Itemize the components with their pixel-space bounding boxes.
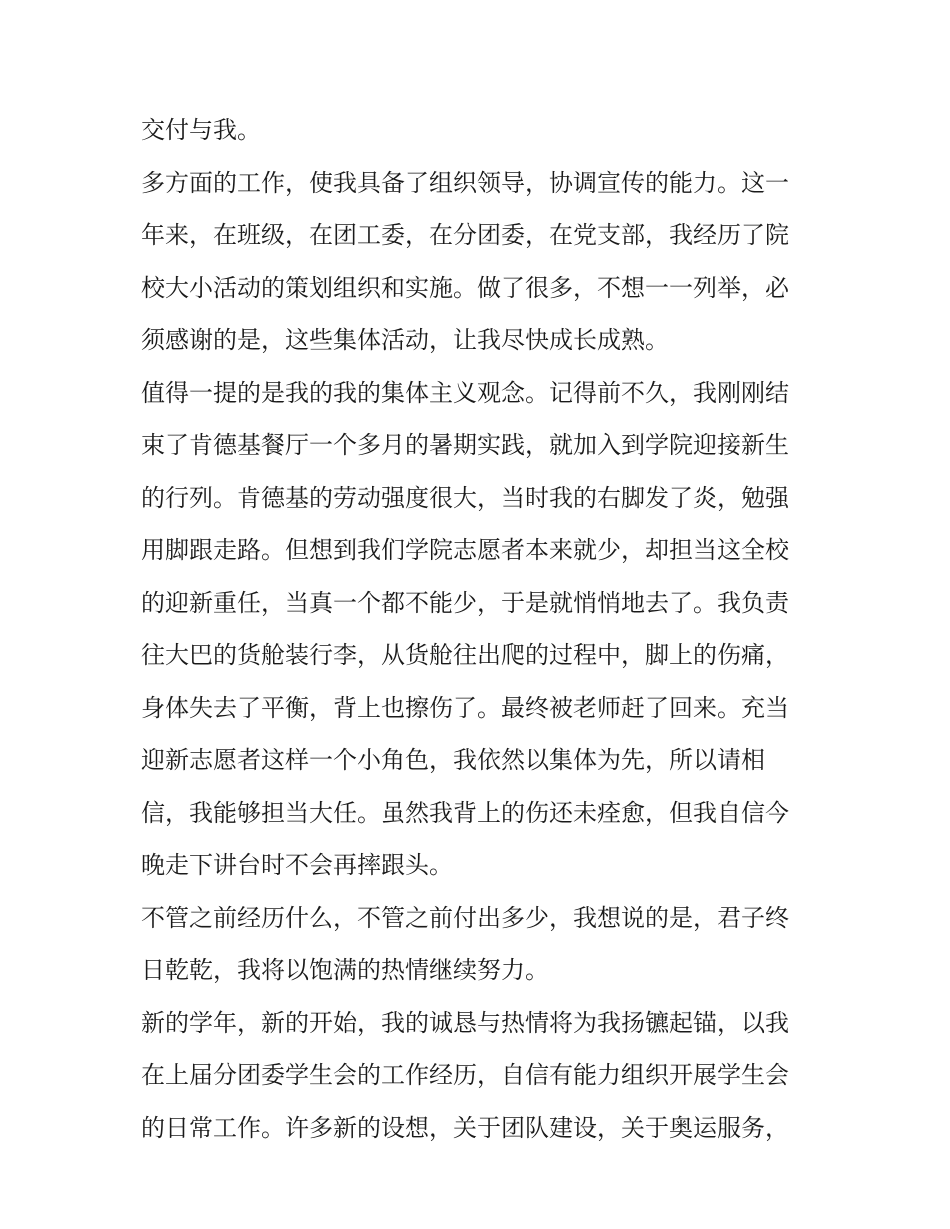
document-body [141,104,821,1154]
text-line: 信，我能够担当大任。虽然我背上的伤还未痊愈，但我自信今 [141,798,789,827]
text-line: 新的学年，新的开始，我的诚恳与热情将为我扬镳起锚，以我 [141,1008,789,1037]
text-line: 多方面的工作，使我具备了组织领导，协调宣传的能力。这一 [141,168,789,197]
text-line: 束了肯德基餐厅一个多月的暑期实践，就加入到学院迎接新生 [141,431,789,459]
text-line: 校大小活动的策划组织和实施。做了很多，不想一一列举，必 [141,273,789,302]
text-line: 年来，在班级，在团工委，在分团委，在党支部，我经历了院 [141,221,789,249]
text-line: 的日常工作。许多新的设想，关于团队建设，关于奥运服务， [141,1113,789,1142]
text-line: 不管之前经历什么，不管之前付出多少，我想说的是，君子终 [141,903,789,932]
text-line: 日乾乾，我将以饱满的热情继续努力。 [141,956,549,984]
text-line: 交付与我。 [141,116,261,144]
text-line: 的行列。肯德基的劳动强度很大，当时我的右脚发了炎，勉强 [141,483,789,512]
text-line: 往大巴的货舱装行李，从货舱往出爬的过程中，脚上的伤痛， [141,641,789,669]
text-line: 晚走下讲台时不会再摔跟头。 [141,851,453,879]
text-line: 值得一提的是我的我的集体主义观念。记得前不久，我刚刚结 [141,378,789,407]
text-line: 在上届分团委学生会的工作经历，自信有能力组织开展学生会 [141,1061,789,1089]
text-line: 用脚跟走路。但想到我们学院志愿者本来就少，却担当这全校 [141,536,789,564]
text-line: 的迎新重任，当真一个都不能少，于是就悄悄地去了。我负责 [141,588,789,617]
text-line: 迎新志愿者这样一个小角色，我依然以集体为先，所以请相 [141,746,765,774]
text-line: 身体失去了平衡，背上也擦伤了。最终被老师赶了回来。充当 [141,693,789,722]
text-line: 须感谢的是，这些集体活动，让我尽快成长成熟。 [141,326,669,354]
